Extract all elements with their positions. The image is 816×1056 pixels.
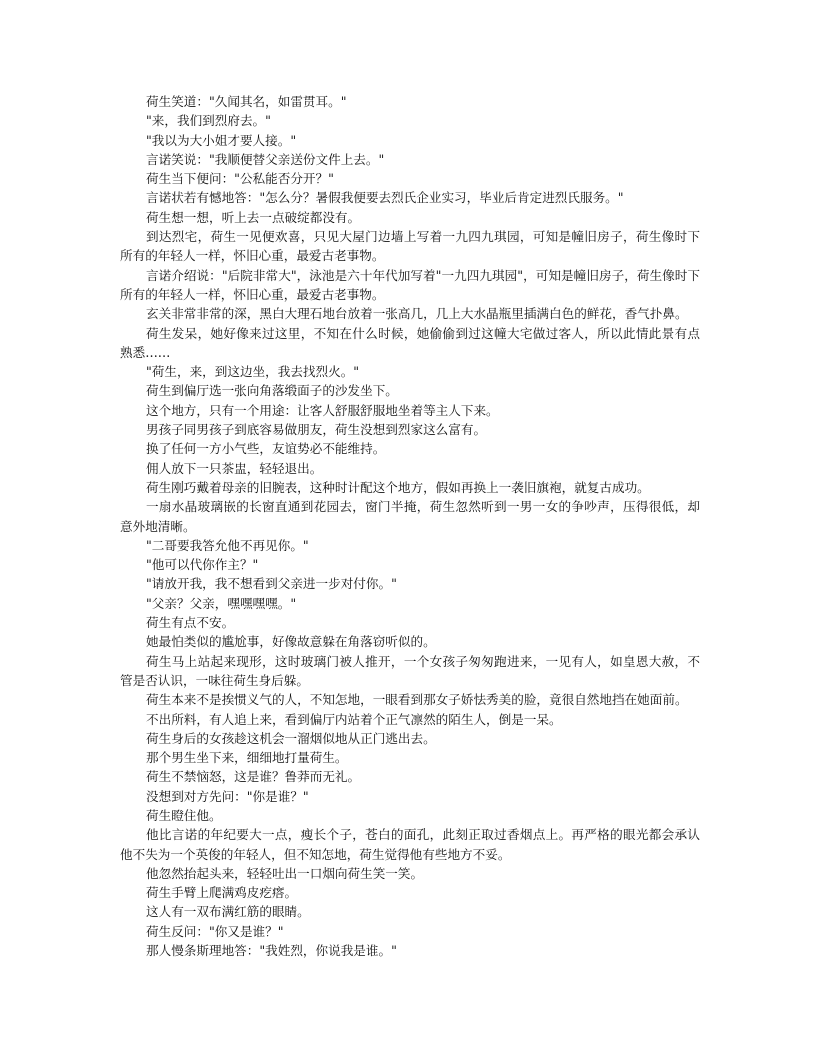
paragraph: 那个男生坐下来，细细地打量荷生。 [146,750,348,766]
paragraph: 没想到对方先问："你是谁？" [146,788,309,804]
paragraph: 荷生笑道："久闻其名，如雷贯耳。" [146,94,347,109]
paragraph: "来，我们到烈府去。" [146,113,271,129]
paragraph: "父亲？父亲，嘿嘿嘿嘿。" [146,595,297,611]
paragraph: 那人慢条斯理地答："我姓烈，你说我是谁。" [146,943,397,959]
paragraph: "请放开我，我不想看到父亲进一步对付你。" [146,576,397,592]
paragraph: 荷生马上站起来现形，这时玻璃门被人推开，一个女孩子匆匆跑进来，一见有人，如皇恩大赦，不管是否认识，一味往荷生身后躲。 [120,653,700,688]
paragraph: 荷生刚巧戴着母亲的旧腕表，这种时计配这个地方，假如再换上一袭旧旗袍，就复古成功。 [146,479,650,495]
paragraph: 玄关非常非常的深，黑白大理石地台放着一张高几，几上大水晶瓶里插满白色的鲜花，香气扑鼻。 [146,306,688,322]
paragraph: 这人有一双布满红筋的眼睛。 [146,904,310,920]
paragraph: 一扇水晶玻璃嵌的长窗直通到花园去，窗门半掩，荷生忽然听到一男一女的争吵声，压得很低，却意外地清晰。 [120,499,700,534]
paragraph: 言诺笑说："我顺便替父亲送份文件上去。" [146,151,385,167]
paragraph: 荷生想一想，听上去一点破绽都没有。 [146,209,361,225]
paragraph: 荷生本来不是挨惯义气的人，不知怎地，一眼看到那女子娇怯秀美的脸，竟很自然地挡在她面前。 [146,692,688,708]
paragraph: 言诺状若有憾地答："怎么分？暑假我便要去烈氏企业实习，毕业后肯定进烈氏服务。" [146,190,624,206]
paragraph: 荷生当下便问："公私能否分开？" [146,171,334,187]
paragraph: 这个地方，只有一个用途：让客人舒服舒服地坐着等主人下来。 [146,402,499,418]
paragraph: 荷生手臂上爬满鸡皮疙瘩。 [146,885,298,901]
paragraph: 到达烈宅，荷生一见便欢喜，只见大屋门边墙上写着一九四九琪园，可知是幢旧房子，荷生像时下所有的年轻人一样，怀旧心重，最爱古老事物。 [120,229,700,264]
paragraph: 荷生不禁恼怒，这是谁？鲁莽而无礼。 [146,769,361,785]
paragraph: "我以为大小姐才要人接。" [146,132,297,148]
paragraph: 荷生到偏厅选一张向角落缎面子的沙发坐下。 [146,383,398,399]
paragraph: 荷生瞪住他。 [146,807,222,823]
paragraph: 她最怕类似的尴尬事，好像故意躲在角落窃听似的。 [146,634,436,650]
paragraph: 荷生反问："你又是谁？" [146,923,284,939]
paragraph: 男孩子同男孩子到底容易做朋友，荷生没想到烈家这么富有。 [146,422,487,438]
paragraph: 他忽然抬起头来，轻轻吐出一口烟向荷生笑一笑。 [146,865,424,881]
paragraph: 言诺介绍说："后院非常大"，泳池是六十年代加写着"一九四九琪园"，可知是幢旧房子，荷生像时下所有的年轻人一样，怀旧心重，最爱古老事物。 [120,267,700,302]
paragraph: 换了任何一方小气些，友谊势必不能维持。 [146,441,386,457]
paragraph: 荷生发呆，她好像来过这里，不知在什么时候，她偷偷到过这幢大宅做过客人，所以此情此景有点熟悉…… [120,325,700,360]
paragraph: 佣人放下一只茶盅，轻轻退出。 [146,460,323,476]
paragraph: "荷生，来，到这边坐，我去找烈火。" [146,364,360,380]
paragraph: "二哥要我答允他不再见你。" [146,537,309,553]
paragraph: 他比言诺的年纪要大一点，瘦长个子，苍白的面孔，此刻正取过香烟点上。再严格的眼光都会承认他不失为一个英俊的年轻人，但不知怎地，荷生觉得他有些地方不妥。 [120,827,700,862]
document-page [120,92,700,960]
paragraph: "他可以代你作主？" [146,557,259,573]
paragraph: 荷生有点不安。 [146,615,235,631]
paragraph: 不出所料，有人追上来，看到偏厅内站着个正气凛然的陌生人，倒是一呆。 [146,711,562,727]
paragraph: 荷生身后的女孩趁这机会一溜烟似地从正门逃出去。 [146,730,436,746]
